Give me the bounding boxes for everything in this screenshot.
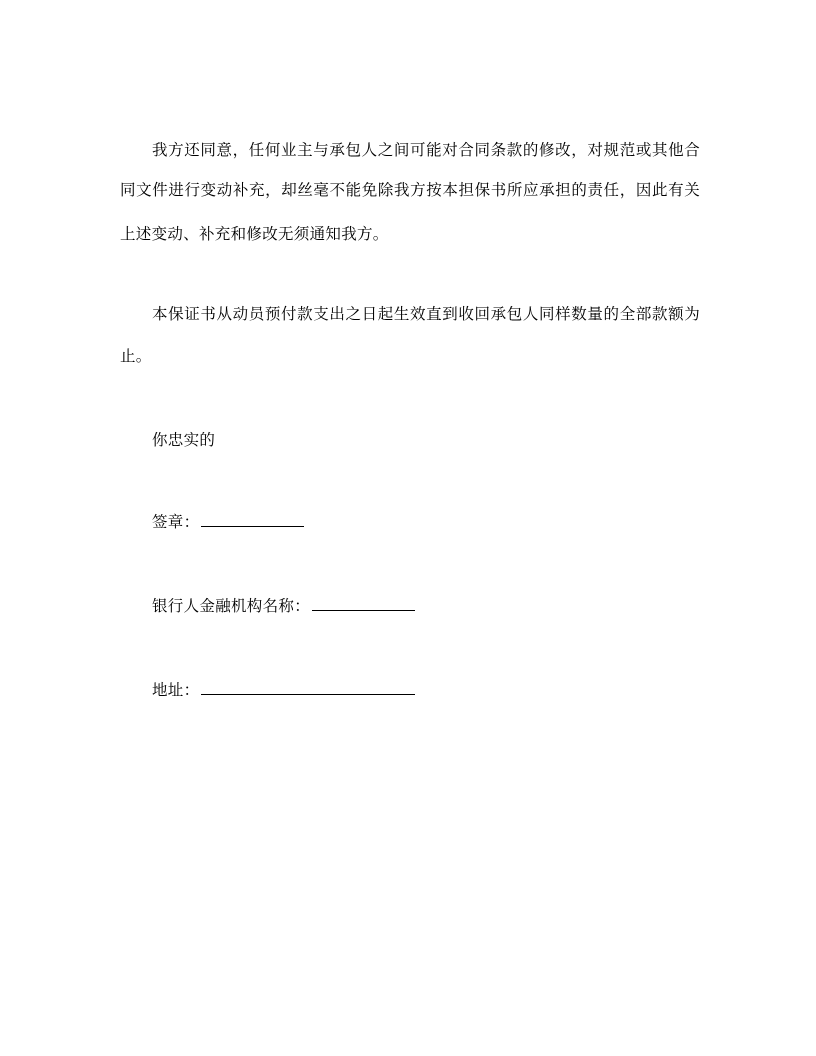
signature-label: 签章：: [152, 513, 200, 531]
signature-field: [152, 512, 700, 532]
bank-name-label: 银行人金融机构名称：: [152, 597, 311, 615]
closing-text: 你忠实的: [152, 431, 216, 449]
address-blank-line: [201, 680, 415, 695]
signature-blank-line: [201, 512, 304, 527]
paragraph-1-line-1: 我方还同意，任何业主与承包人之间可能对合同条款的修改，对规范或其他合: [152, 141, 700, 159]
paragraph-1-line-2: 同文件进行变动补充，却丝毫不能免除我方按本担保书所应承担的责任，因此有关: [120, 181, 700, 199]
address-field: [152, 680, 700, 700]
paragraph-2-line-1: 本保证书从动员预付款支出之日起生效直到收回承包人同样数量的全部款额为: [152, 305, 700, 323]
address-label: 地址：: [152, 681, 200, 699]
paragraph-2-line-2: 止。: [120, 347, 152, 365]
paragraph-1-line-3: 上述变动、补充和修改无须通知我方。: [120, 225, 389, 243]
bank-name-blank-line: [312, 596, 415, 611]
bank-name-field: [152, 596, 700, 616]
